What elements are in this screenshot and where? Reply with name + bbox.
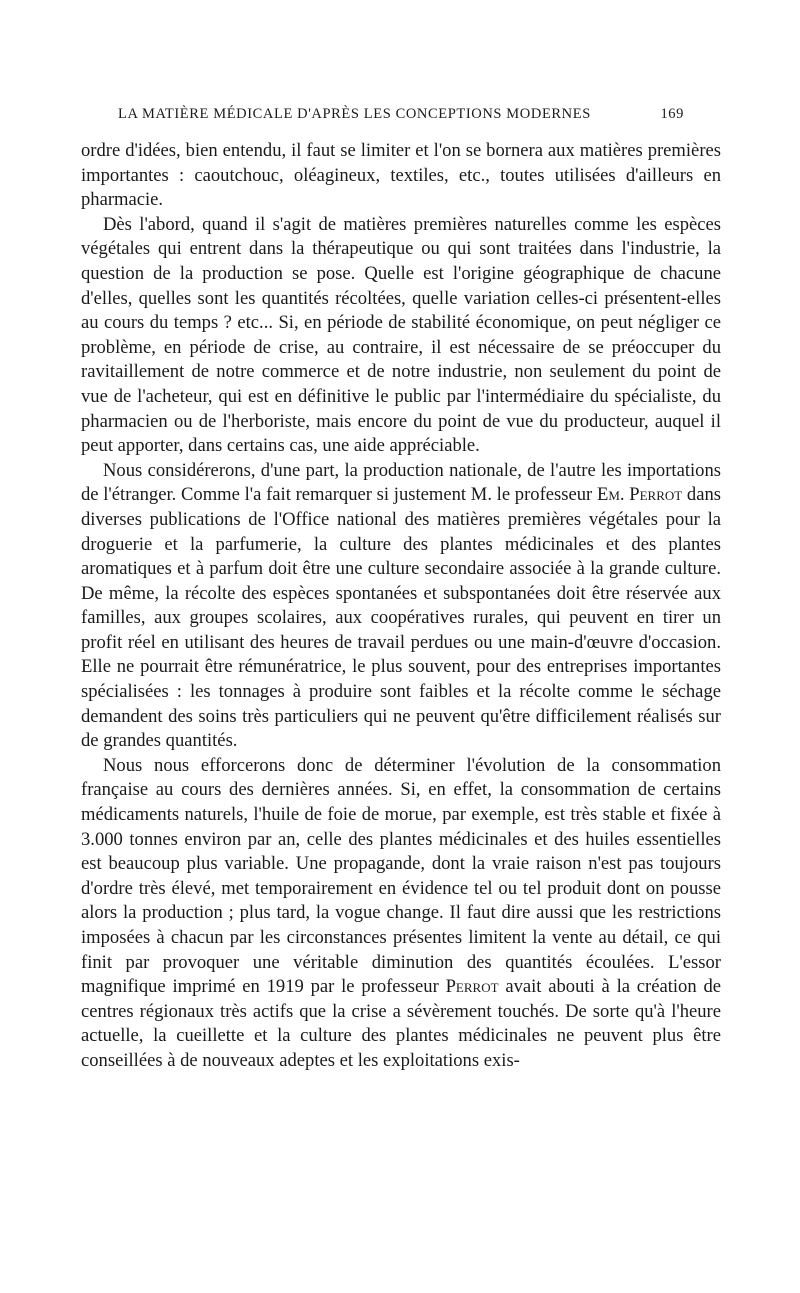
paragraph-text-after: dans diverses publications de l'Office national des matières premières végétales pour la droguerie et la parfumerie, la culture des plantes médicinales et des plantes aromatiques et à parfum doit être une culture secondaire associée à la grande culture. De même, la récolte des espèces spontanées et subspontanées doit être réservée aux familles, aux groupes scolaires, aux coopératives rurales, qui peuvent en tirer un profit réel en utilisant des heures de travail perdues ou une main-d'œuvre d'occasion. Elle ne pourrait être rémunératrice, le plus souvent, pour des entreprises importantes spécialisées : les tonnages à produire sont faibles et la récolte comme le séchage demandent des soins très particuliers qui ne peuvent qu'être difficilement réalisés sur de grandes quantités. — [81, 484, 721, 752]
page-number: 169 — [660, 106, 684, 122]
author-name-perrot: Perrot — [445, 976, 499, 998]
paragraph-text: Dès l'abord, quand il s'agit de matières premières naturelles comme les espèces végétales qui entrent dans la thérapeutique ou qui sont traitées dans l'industrie, la question de la production se pose. Quelle est l'origine géographique de chacune d'elles, quelles sont les quantités récoltées, quelle variation celles-ci présentent-elles au cours du temps ? etc... Si, en période de stabilité économique, on peut négliger ce problème, en période de crise, au contraire, il est nécessaire de se préoccuper du ravitaillement de notre commerce et de notre industrie, non seulement du point de vue de l'acheteur, qui est en définitive le public par l'intermédiaire du spécialiste, du pharmacien ou de l'herboriste, mais encore du point de vue du producteur, auquel il peut apporter, dans certains cas, une aide appréciable. — [81, 213, 721, 457]
running-title: LA MATIÈRE MÉDICALE D'APRÈS LES CONCEPTIONS MODERNES — [118, 106, 591, 122]
paragraph-text: ordre d'idées, bien entendu, il faut se limiter et l'on se bornera aux matières premières importantes : caoutchouc, oléagineux, textiles, etc., toutes utilisées d'ailleurs en pharmacie. — [81, 140, 721, 211]
paragraph-text-before: Nous nous efforcerons donc de déterminer l'évolution de la consommation française au cours des dernières années. Si, en effet, la consommation de certains médicaments naturels, l'huile de foie de morue, par exemple, est très stable et fixée à 3.000 tonnes environ par an, celle des plantes médicinales et des huiles essentielles est beaucoup plus variable. Une propagande, dont la vraie raison n'est pas toujours d'ordre très élevé, met temporairement en évidence tel ou tel produit dont on pousse alors la production ; plus tard, la vogue change. Il faut dire aussi que les restrictions imposées à chacun par les circonstances présentes limitent la vente au détail, ce qui finit par provoquer une véritable diminution des quantités écoulées. L'essor magnifique imprimé en 1919 par le professeur — [81, 754, 721, 998]
paragraph-text-after: avait abouti à la création de centres régionaux très actifs que la crise a sévèrement touchés. De sorte qu'à l'heure actuelle, la cueillette et la culture des plantes médicinales ne peuvent plus être conseillées à de nouveaux adeptes et les exploitations exis- — [81, 976, 721, 1071]
author-name-em-perrot: Em. Perrot — [596, 484, 683, 506]
paragraph-continuation — [81, 139, 721, 213]
paragraph-national-production — [81, 459, 721, 754]
paragraph-consumption-evolution — [81, 754, 721, 1074]
body-text — [81, 139, 721, 1074]
paragraph-text-before: Nous considérerons, d'une part, la production nationale, de l'autre les importations de l'étranger. Comme l'a fait remarquer si justement M. le professeur — [81, 459, 721, 506]
paragraph-production-question — [81, 213, 721, 459]
